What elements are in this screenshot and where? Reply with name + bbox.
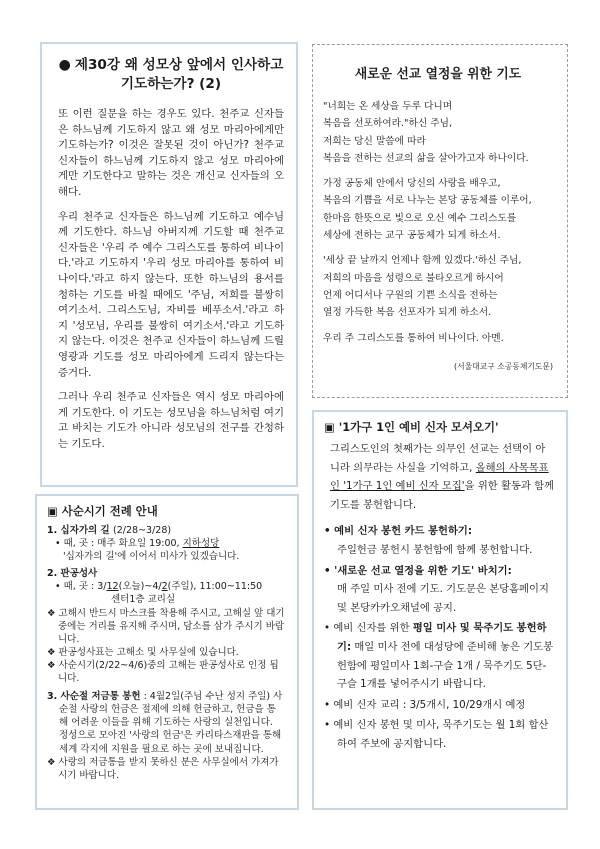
schedule-line: '십자가의 길'에 이어서 미사가 있겠습니다.	[63, 551, 240, 563]
prayer-stanza	[323, 330, 553, 347]
prayer-stanza	[323, 98, 553, 167]
note-line: ❖ 사순시기(2/22~4/6)중의 고해는 판공성사로 인정 됩니다.	[47, 659, 279, 685]
prayer-line: 복음을 선포하여라."하신 주님,	[323, 118, 453, 130]
schedule-line: • 때, 곳 : 매주 화요일 19:00, 지하성당	[55, 538, 220, 550]
catechesis-paragraph: 그러나 우리 천주교 신자들은 역시 성모 마리아에게 기도한다. 이 기도는 성모님을 하느님처럼 여기고 바치는 기도가 아니라 성모님의 전구를 간청하는 기도다.	[58, 391, 284, 450]
catechesis-paragraph: 또 이런 질문을 하는 경우도 있다. 천주교 신자들은 하느님께 기도하지 않고 왜 성모 마리아에게만 기도하는가? 이것은 잘못된 것이 아닌가? 천주교 신자들이 하느님께 기도하지 않고 성모 마리아에게만 기도한다고 말하는 것은 개신교 신자들의 오해다.	[58, 108, 284, 198]
campaign-intro: 그리스도인의 첫째가는 의무인 선교는 선택이 아니라 의무라는 사실을 기억하고, 올해의 사목목표인 '1가구 1인 예비 신자 모집'을 위한 활동과 함께 기도를 봉헌합니다.	[330, 443, 555, 511]
schedule-line: • 때, 곳 : 3/12(오늘)~4/2(주일), 11:00~11:50	[55, 581, 263, 593]
prayer-line: 복음의 기쁨을 서로 나누는 본당 공동체를 이루어,	[323, 195, 532, 207]
prayer-line: "너희는 온 세상을 두루 다니며	[323, 101, 453, 112]
catechesis-box	[40, 42, 298, 487]
note-line: ❖ 사랑의 저금통을 받지 못하신 분은 사무실에서 가져가시기 바랍니다.	[47, 756, 279, 781]
prayer-line: 저희는 당신 말씀에 따라	[323, 135, 426, 147]
prayer-line: 복음을 전하는 선교의 삶을 살아가고자 하나이다.	[323, 152, 529, 164]
campaign-item-body: 주일헌금 봉헌시 봉헌함에 함께 봉헌합니다.	[337, 543, 533, 556]
prayer-line: '세상 끝 날까지 언제나 함께 있겠다.'하신 주님,	[323, 255, 522, 267]
prayer-box	[312, 44, 568, 398]
catechesis-paragraph: 우리 천주교 신자들은 하느님께 기도하고 예수님께 기도한다. 하느님 아버지께 기도할 때 천주교 신자들은 '우리 주 예수 그리스도를 통하여 비나이다.'라고 기도하지 '우리 성모 마리아를 통하여 비나이다.'라고 하지 않는다. 또한 하느님의 용서를 청하는 기도를 바칠 때에도 '주님, 저희를 불쌍히 여기소서. 그리스도님, 자비를 베푸소서.'라고 하지 '성모님, 우리를 불쌍히 여기소서.'라고 기도하지 않는다. 이것은 천주교 신자들이 하느님께 드릴 영광과 기도를 성모 마리아에게 드리지 않는다는 증거다.	[58, 210, 284, 379]
campaign-item: • 예비 신자를 위한 평일 미사 및 묵주기도 봉헌하기: 매일 미사 전에 대성당에 준비해 놓은 기도봉헌함에 평일미사 1회-구슬 1개 / 묵주기도 5단-구슬 1개를 넣어주시기 바랍니다.	[324, 622, 554, 691]
note-line: ❖ 판공성사표는 고해소 및 사무실에 있습니다.	[47, 646, 239, 658]
prayer-stanza	[323, 252, 553, 321]
prayer-title: 새로운 선교 열정을 위한 기도	[354, 67, 522, 82]
note-line: ❖ 고해시 반드시 마스크를 착용해 주시고, 고해실 앞 대기 중에는 거리를 유지해 주시며, 담소를 삼가 주시기 바랍니다.	[47, 607, 285, 645]
section-heading: 2. 판공성사	[47, 568, 98, 580]
prayer-stanza	[323, 175, 553, 244]
prayer-line: 가정 공동체 안에서 당신의 사랑을 배우고,	[323, 178, 501, 190]
prayer-line: 저희의 마음을 성령으로 불타오르게 하시어	[323, 272, 504, 284]
bullet-icon: ●	[58, 57, 71, 73]
section-heading: 1. 십자가의 길 (2/28~3/28)	[47, 525, 172, 536]
lent-guide-title: ▣ 사순시기 전례 안내	[47, 504, 158, 518]
campaign-item: • 예비 신자 봉헌 및 미사, 묵주기도는 월 1회 합산하여 주보에 공지합니다.	[324, 719, 549, 750]
campaign-item: • 예비 신자 교리 : 3/5개시, 10/29개시 예정	[324, 698, 526, 711]
prayer-line: 한마음 한뜻으로 빛으로 오신 예수 그리스도를	[323, 212, 517, 224]
prayer-source: (서울대교구 소공동체기도문)	[454, 361, 553, 371]
schedule-line: 센터1층 교리실	[111, 594, 176, 606]
campaign-item-heading: • '새로운 선교 열정을 위한 기도' 바치기:	[324, 564, 512, 577]
prayer-line: 우리 주 그리스도를 통하여 비나이다. 아멘.	[323, 332, 504, 344]
campaign-item-heading: • 예비 신자 봉헌 카드 봉헌하기:	[324, 525, 472, 538]
section-paragraph: 3. 사순절 저금통 봉헌 : 4월2일(주님 수난 성지 주일) 사순절 사랑의 헌금은 절제에 의해 헌금하고, 헌금을 통해 어려운 이들을 위해 기도하는 사랑의 실천입니다. 정성으로 모아진 '사랑의 헌금'은 카리타스재판을 통해 세계 각지에 지원을 필요로 하는 곳에 보내집니다.	[47, 691, 283, 755]
campaign-item-body: 매 주일 미사 전에 기도. 기도문은 본당홈페이지 및 본당카카오채널에 공지.	[337, 583, 549, 614]
prayer-line: 세상에 전하는 교구 공동체가 되게 하소서.	[323, 230, 501, 242]
campaign-title: ▣ '1가구 1인 예비 신자 모셔오기'	[324, 420, 499, 434]
prayer-line: 언제 어디서나 구원의 기쁜 소식을 전하는	[323, 289, 498, 301]
catechesis-title: ● 제30강 왜 성모상 앞에서 인사하고 기도하는가? (2)	[58, 57, 284, 92]
prayer-line: 열정 가득한 복음 선포자가 되게 하소서.	[323, 307, 492, 319]
lent-guide-box	[35, 494, 299, 810]
campaign-box	[312, 410, 568, 810]
